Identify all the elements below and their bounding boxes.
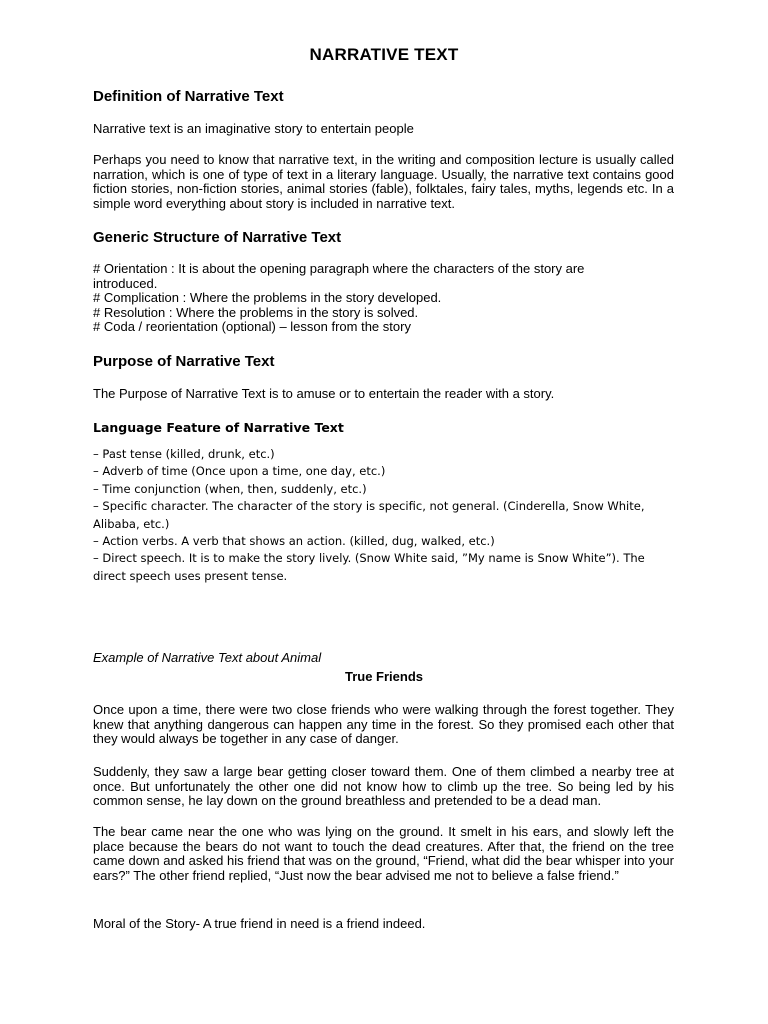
language-item: – Direct speech. It is to make the story lively. (Snow White said, ”My name is Snow White”). The direct speech uses present tense. — [93, 551, 645, 583]
story-moral: Moral of the Story- A true friend in need is a friend indeed. — [93, 916, 426, 931]
structure-item-orientation: # Orientation : It is about the opening paragraph where the characters of the story are introduced. — [93, 261, 585, 291]
language-item: – Specific character. The character of the story is specific, not general. (Cinderella, Snow White, Alibaba, etc.) — [93, 499, 645, 531]
language-item: – Adverb of time (Once upon a time, one day, etc.) — [93, 464, 386, 479]
page-title: NARRATIVE TEXT — [309, 45, 459, 64]
language-item: – Past tense (killed, drunk, etc.) — [93, 447, 275, 461]
structure-item-coda: # Coda / reorientation (optional) – lesson from the story — [93, 319, 411, 335]
structure-item-resolution: # Resolution : Where the problems in the story is solved. — [93, 304, 419, 320]
definition-heading: Definition of Narrative Text — [93, 88, 284, 105]
story-paragraph-3: The bear came near the one who was lying on the ground. It smelt in his ears, and slowly left the place because the bears do not want to touch the dead creatures. After that, the friend on the tree came down and asked his friend that was on the ground, “Friend, what did the bear whisper into your ears?” The other friend replied, “Just now the bear advised me not to believe a false friend.” — [93, 824, 674, 883]
example-caption: Example of Narrative Text about Animal — [93, 650, 322, 665]
language-list — [93, 446, 653, 585]
language-heading: Language Feature of Narrative Text — [93, 420, 344, 435]
definition-intro: Narrative text is an imaginative story to entertain people — [93, 121, 414, 136]
structure-list — [93, 262, 674, 335]
structure-heading: Generic Structure of Narrative Text — [93, 229, 342, 246]
story-paragraph-2: Suddenly, they saw a large bear getting closer toward them. One of them climbed a nearby tree at once. But unfortunately the other one did not know how to climb up the tree. So being led by his common sense, he lay down on the ground breathless and pretended to be a dead man. — [93, 764, 674, 809]
structure-item-complication: # Complication : Where the problems in the story developed. — [93, 290, 442, 306]
purpose-heading: Purpose of Narrative Text — [93, 353, 275, 370]
language-item: – Action verbs. A verb that shows an action. (killed, dug, walked, etc.) — [93, 534, 495, 549]
story-title: True Friends — [344, 669, 424, 684]
definition-paragraph: Perhaps you need to know that narrative text, in the writing and composition lecture is usually called narration, which is one of type of text in a literary language. Usually, the narrative text contains good fiction stories, non-fiction stories, animal stories (fable), folktales, fairy tales, myths, legends etc. In a simple word everything about story is included in narrative text. — [93, 152, 674, 211]
story-paragraph-1: Once upon a time, there were two close friends who were walking through the forest together. They knew that anything dangerous can happen any time in the forest. So they promised each other that they would always be together in any case of danger. — [93, 702, 674, 747]
purpose-text: The Purpose of Narrative Text is to amuse or to entertain the reader with a story. — [93, 386, 555, 401]
language-item: – Time conjunction (when, then, suddenly, etc.) — [93, 481, 367, 496]
